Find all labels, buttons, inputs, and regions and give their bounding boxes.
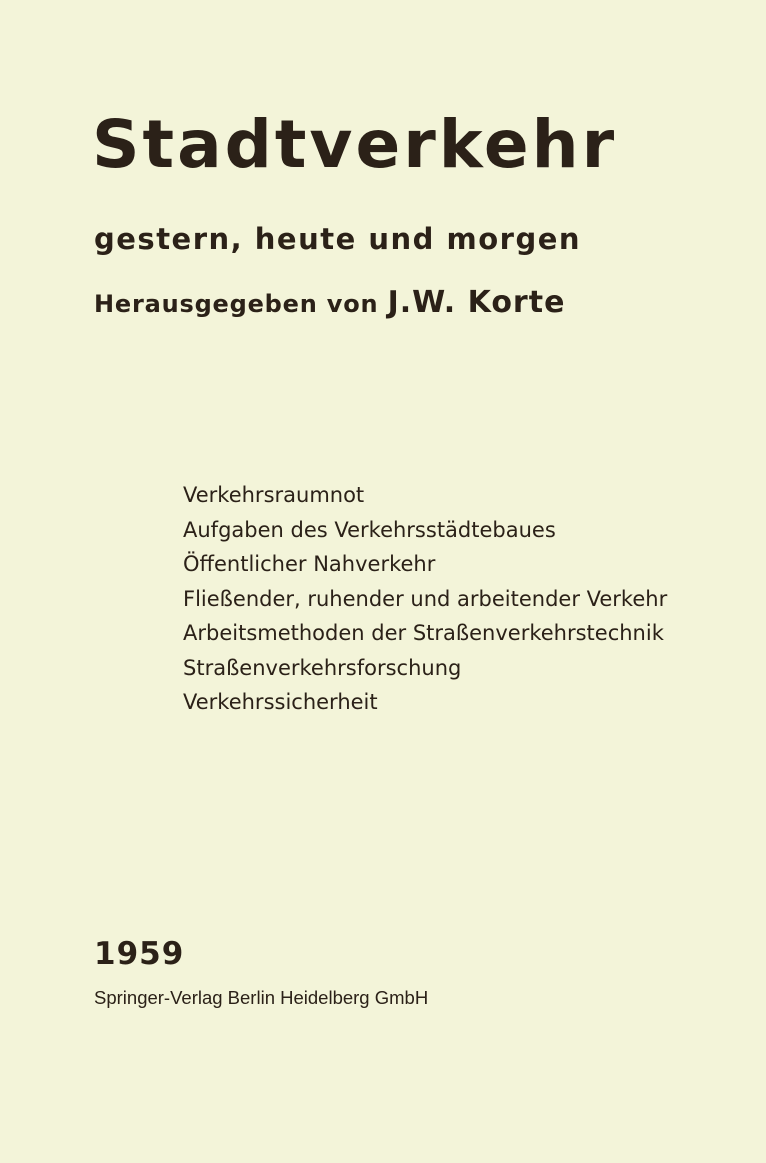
topic-item: Öffentlicher Nahverkehr: [183, 552, 436, 576]
editor-name: J.W. Korte: [387, 285, 566, 320]
editor-line: [94, 285, 566, 320]
topic-item: Verkehrsraumnot: [183, 483, 365, 507]
book-title: Stadtverkehr: [92, 106, 618, 183]
editor-prefix: Herausgegeben von: [94, 290, 379, 318]
topic-item: Fließender, ruhender und arbeitender Verkehr: [183, 586, 668, 611]
topic-item: Verkehrssicherheit: [183, 690, 378, 714]
topics-list: [183, 478, 667, 720]
publisher-name: Springer-Verlag Berlin Heidelberg GmbH: [94, 987, 429, 1008]
topic-item: Arbeitsmethoden der Straßenverkehrstechnik: [183, 621, 664, 645]
topic-item: Aufgaben des Verkehrsstädtebaues: [183, 517, 556, 542]
book-subtitle: gestern, heute und morgen: [94, 222, 582, 256]
publication-year: 1959: [94, 936, 185, 972]
topic-item: Straßenverkehrsforschung: [183, 655, 462, 680]
